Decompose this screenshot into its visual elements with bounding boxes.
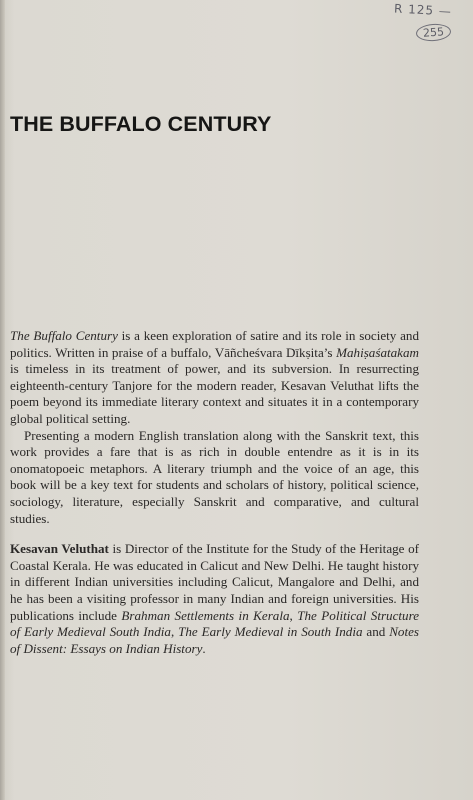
publication-title: Notes of Dissent: Essays on Indian History: [10, 624, 420, 656]
book-title-italic: The Buffalo Century: [10, 328, 118, 343]
author-name: Kesavan Veluthat: [10, 541, 109, 557]
page-gutter: [0, 0, 5, 800]
back-cover-text: [10, 328, 419, 657]
handwritten-annotation: [394, 2, 472, 44]
handwritten-circled-number: 255: [415, 23, 451, 42]
work-title-italic: Mahiṣaśatakam: [336, 344, 419, 360]
blurb-paragraph-1: The Buffalo Century is a keen exploration of satire and its role in society and politics. Written in praise of a buffalo, Vāñcheśvara Dīkṣita’s Mahiṣaśatakam is timeless in its treatment of power, and its subversion. In resurrecting eighteenth-century Tanjore for the modern reader, Kesavan Veluthat lifts the poem beyond its immediate literary context and situates it in a contemporary global political setting.: [10, 328, 419, 426]
publication-title: Brahman Settlements in Kerala: [121, 607, 290, 623]
publication-title: The Early Medieval in South India: [178, 624, 363, 640]
blurb-paragraph-2: Presenting a modern English translation along with the Sanskrit text, this work provides a fare that is as rich in double entendre as it is in its onomatopoeic metaphors. A literary triumph and the voice of an age, this book will be a key text for students and scholars of history, political science, sociology, literature, especially Sanskrit and comparative, and cultural studies.: [10, 427, 419, 526]
book-title-heading: THE BUFFALO CENTURY: [10, 112, 272, 136]
author-bio-paragraph: Kesavan Veluthat is Director of the Institute for the Study of the Heritage of Coastal Kerala. He was educated in Calicut and New Delhi. He taught history in different Indian universities including Calicut, Mangalore and Delhi, and he has been a visiting professor in many Indian and foreign universities. His publications include Brahman Settlements in Kerala, The Political Structure of Early Medieval South India, The Early Medieval in South India and Notes of Dissent: Essays on Indian History.: [10, 541, 420, 656]
publication-title: The Political Structure of Early Medieval South India: [10, 607, 420, 640]
handwritten-reference: R 125 —: [393, 1, 453, 19]
